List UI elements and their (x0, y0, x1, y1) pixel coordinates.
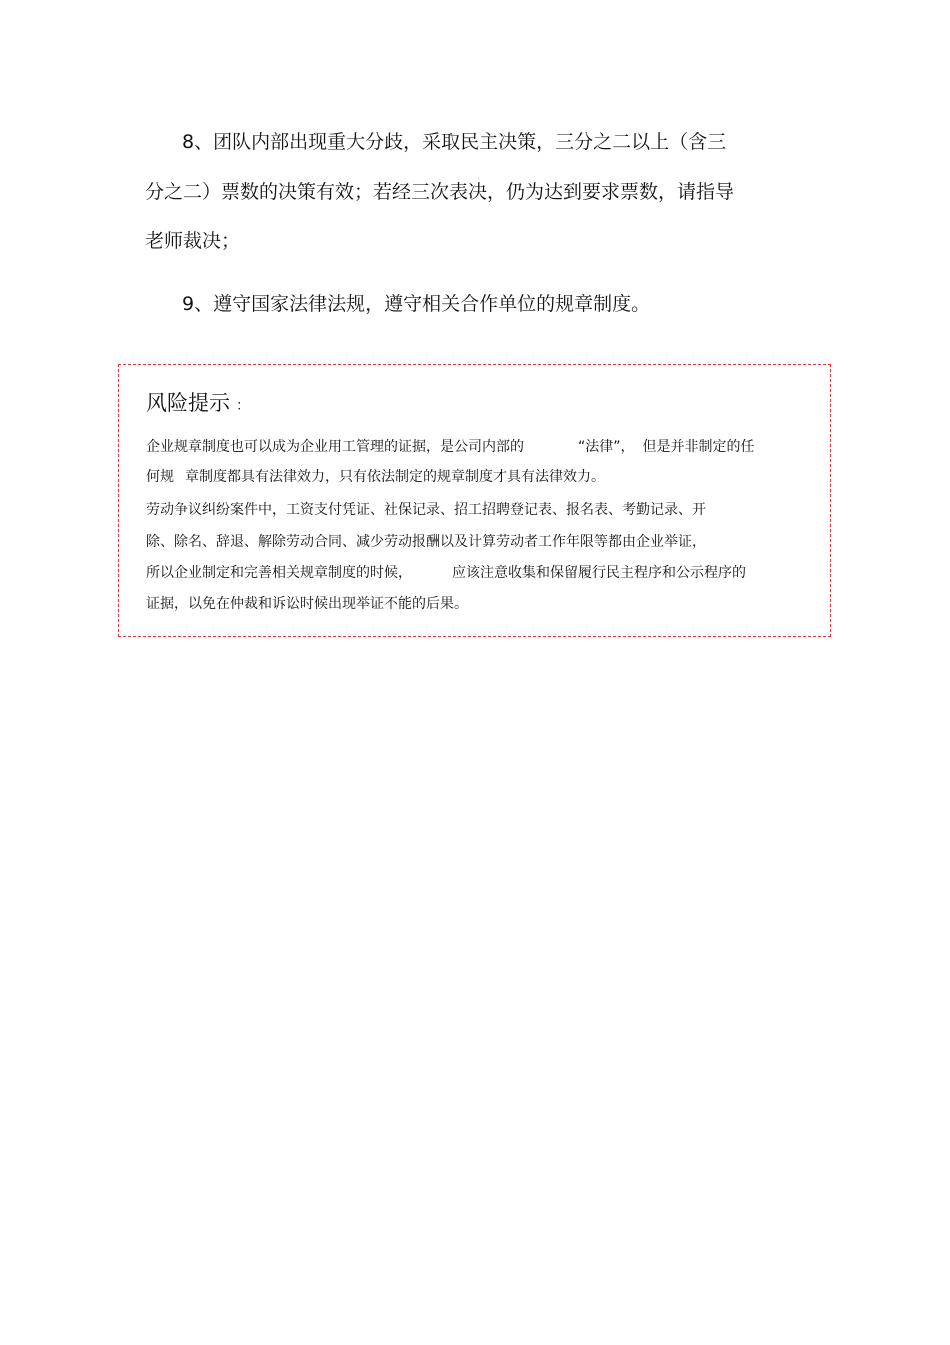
rule-9: 9、遵守国家法律法规，遵守相关合作单位的规章制度。 (182, 293, 651, 315)
risk-text: 但是并非制定的任 (642, 439, 755, 455)
risk-paragraph-1-line-1 (146, 438, 755, 456)
rule-8-line-1: 8、团队内部出现重大分歧，采取民主决策，三分之二以上（含三 (182, 131, 727, 153)
risk-paragraph-2-line-1: 劳动争议纠纷案件中，工资支付凭证、社保记录、招工招聘登记表、报名表、考勤记录、开 (146, 502, 706, 518)
risk-notice-box (118, 364, 831, 637)
risk-text: “法律”， (578, 439, 635, 455)
risk-text: 应该注意收集和保留履行民主程序和公示程序的 (452, 565, 746, 581)
rule-8-line-3: 老师裁决； (145, 230, 241, 252)
risk-notice-title (146, 390, 250, 419)
risk-text: 所以企业制定和完善相关规章制度的时候， (146, 565, 412, 581)
risk-paragraph-1-line-2 (146, 468, 605, 486)
risk-paragraph-2-line-4: 证据，以免在仲裁和诉讼时候出现举证不能的后果。 (146, 596, 468, 612)
risk-notice-title-text: 风险提示 (146, 391, 230, 415)
risk-text: 何规 (146, 469, 174, 485)
risk-paragraph-2-line-2: 除、除名、辞退、解除劳动合同、减少劳动报酬以及计算劳动者工作年限等都由企业举证， (146, 534, 706, 550)
risk-text: 企业规章制度也可以成为企业用工管理的证据，是公司内部的 (146, 439, 524, 455)
risk-notice-title-colon: ： (236, 398, 250, 414)
rule-8-line-2: 分之二）票数的决策有效；若经三次表决，仍为达到要求票数，请指导 (145, 181, 735, 203)
risk-paragraph-2-line-3 (146, 564, 746, 582)
risk-text: 章制度都具有法律效力，只有依法制定的规章制度才具有法律效力。 (185, 469, 605, 485)
